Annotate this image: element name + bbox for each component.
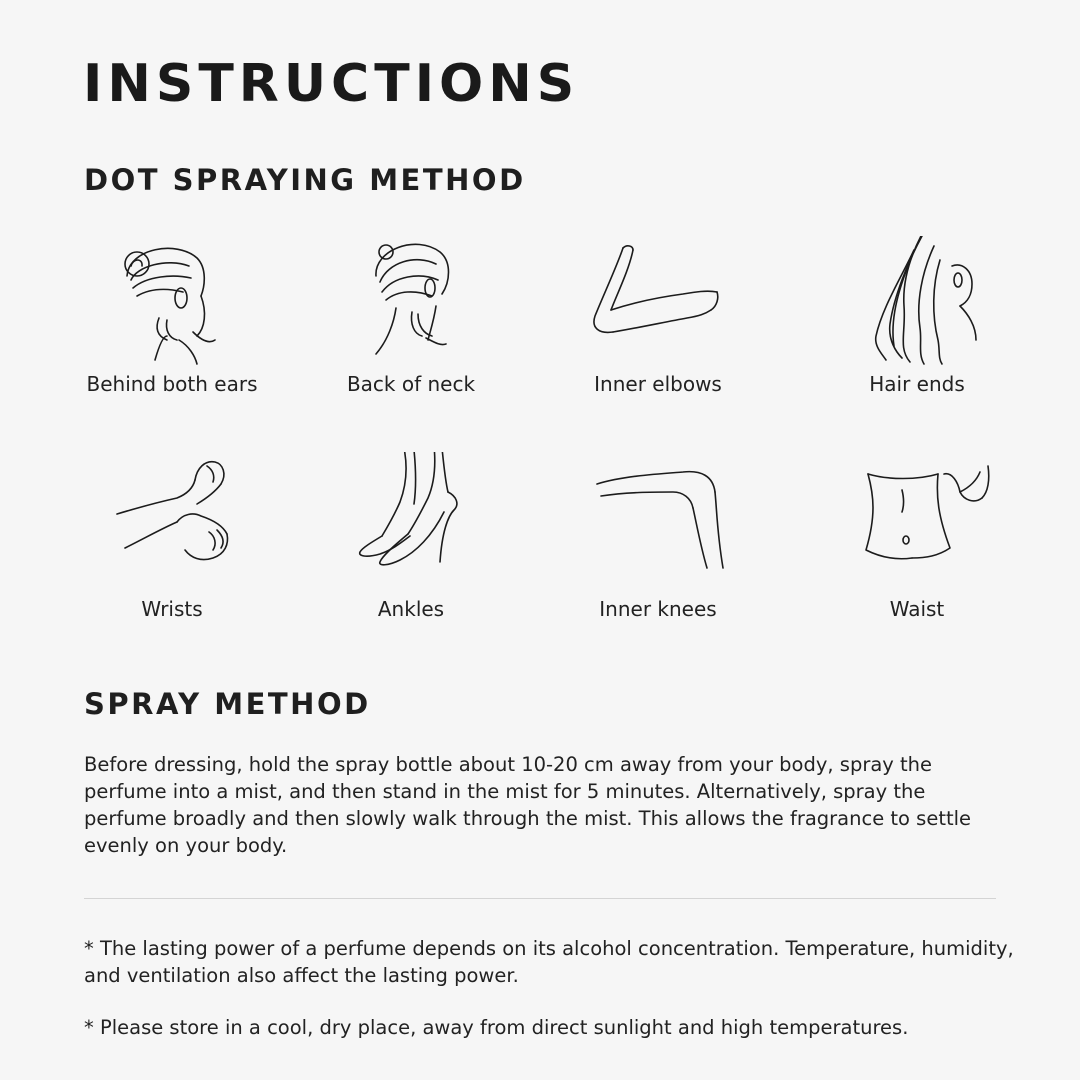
spray-point-inner-elbows xyxy=(538,236,778,436)
spray-method-heading: SPRAY METHOD xyxy=(84,687,371,721)
ear-spray-icon xyxy=(97,236,247,376)
spray-point-behind-ears xyxy=(52,236,292,436)
spray-point-label: Behind both ears xyxy=(86,372,258,396)
spray-point-back-of-neck xyxy=(291,236,531,436)
spray-point-ankles xyxy=(291,452,531,652)
waist-spray-icon xyxy=(842,452,992,592)
spray-point-waist xyxy=(797,452,1037,652)
spray-point-label: Back of neck xyxy=(346,372,476,396)
spray-point-label: Hair ends xyxy=(869,372,965,396)
note-storage: * Please store in a cool, dry place, away from direct sunlight and high temperatures. xyxy=(84,1016,909,1039)
spray-point-label: Inner elbows xyxy=(594,372,722,396)
note-lasting-power: * The lasting power of a perfume depends on its alcohol concentration. Temperature, humidity, and ventilation also affect the lasting power. xyxy=(84,937,1014,987)
wrist-spray-icon xyxy=(97,452,247,592)
spray-point-inner-knees xyxy=(538,452,778,652)
neck-spray-icon xyxy=(336,236,486,376)
dot-spraying-heading: DOT SPRAYING METHOD xyxy=(84,163,526,197)
spray-point-label: Ankles xyxy=(377,597,445,621)
page-title: INSTRUCTIONS xyxy=(83,54,580,114)
spray-point-label: Wrists xyxy=(141,597,203,621)
spray-point-hair-ends xyxy=(797,236,1037,436)
spray-point-label: Waist xyxy=(889,597,945,621)
spray-point-wrists xyxy=(52,452,292,652)
spray-method-description: Before dressing, hold the spray bottle about 10-20 cm away from your body, spray the perfume into a mist, and then stand in the mist for 5 minutes. Alternatively, spray the perfume broadly and then slowly walk through the mist. This allows the fragrance to settle evenly on your body. xyxy=(84,753,972,857)
ankle-spray-icon xyxy=(336,452,486,592)
knee-spray-icon xyxy=(583,452,733,592)
divider xyxy=(84,898,996,899)
elbow-spray-icon xyxy=(583,236,733,376)
spray-point-label: Inner knees xyxy=(599,597,717,621)
hair-spray-icon xyxy=(842,236,992,376)
